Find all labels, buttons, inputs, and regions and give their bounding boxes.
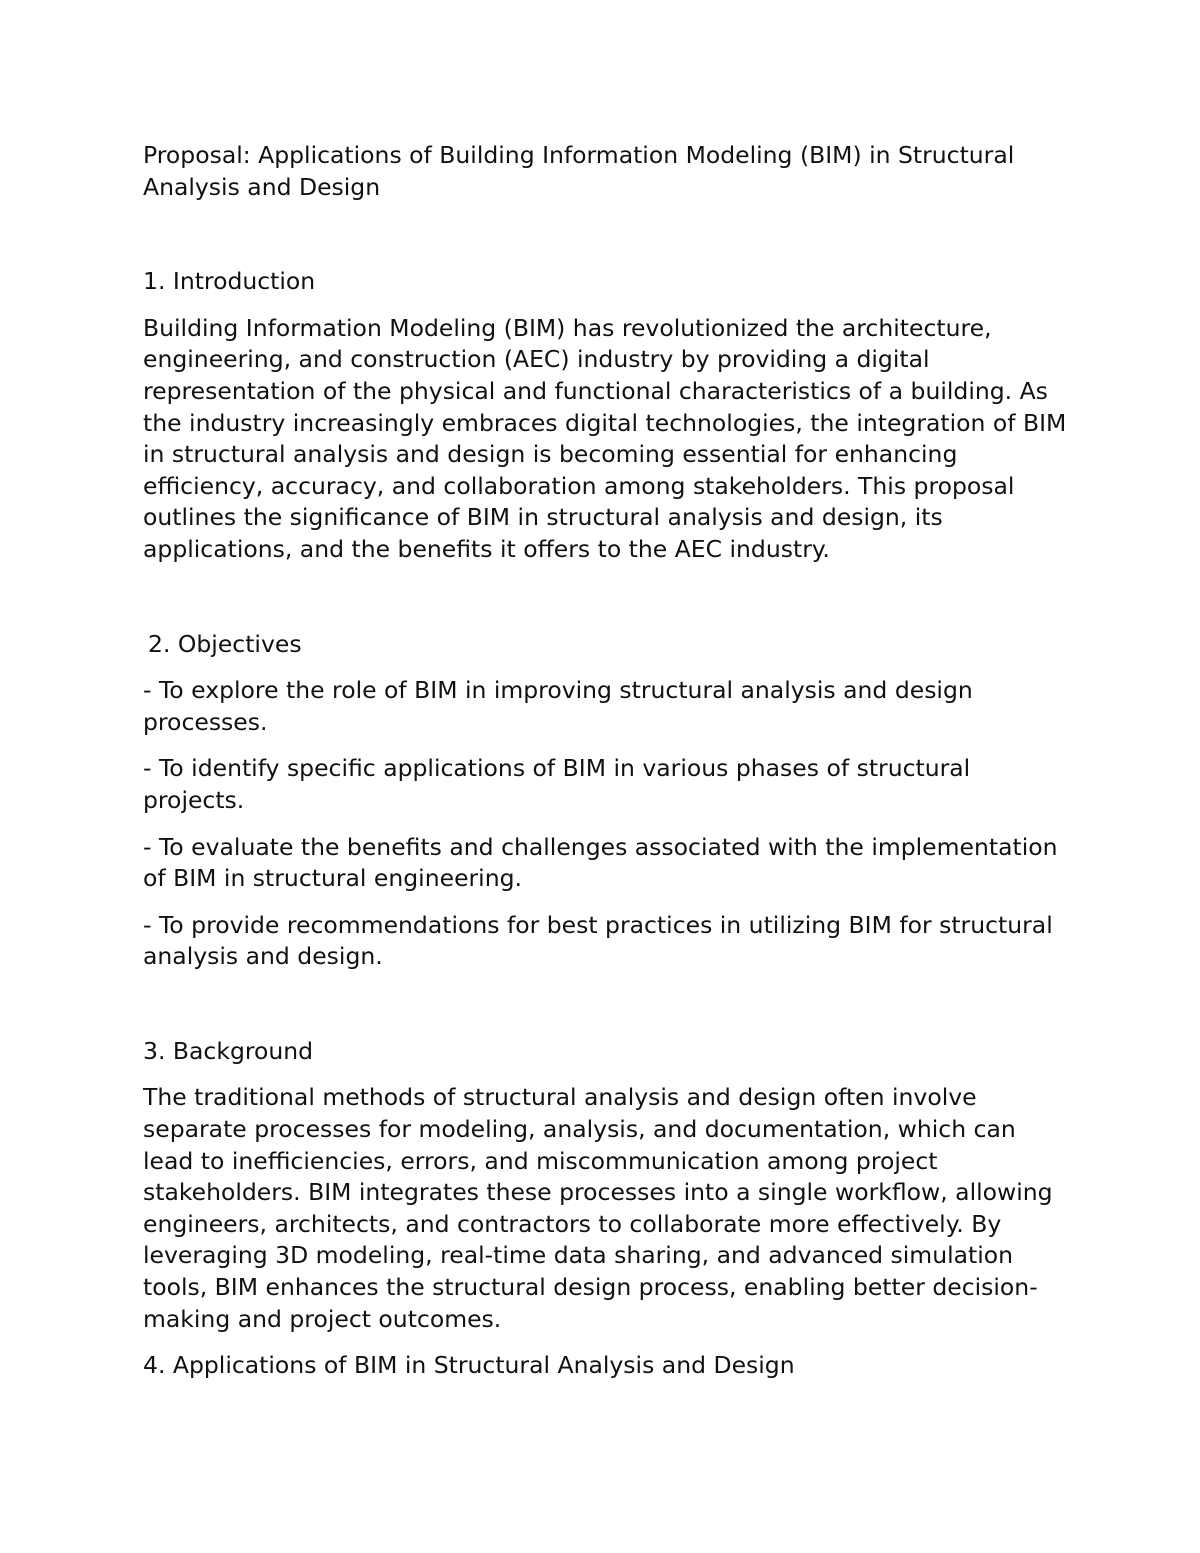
objective-item: - To provide recommendations for best practices in utilizing BIM for structural analysis and design.: [143, 910, 1053, 971]
section-heading-introduction: 1. Introduction: [143, 267, 316, 296]
section-heading-objectives: 2. Objectives: [148, 629, 302, 658]
objective-item: - To identify specific applications of BIM in various phases of structural projects.: [143, 754, 971, 814]
document-page: [143, 140, 1073, 1397]
objective-item: - To evaluate the benefits and challenges associated with the implementation of BIM in structural engineering.: [143, 832, 1058, 893]
objective-item: - To explore the role of BIM in improving structural analysis and design processes.: [143, 676, 973, 736]
background-paragraph: The traditional methods of structural analysis and design often involve separate processes for modeling, analysis, and documentation, which can lead to inefficiencies, errors, and miscommunication among project stakeholders. BIM integrates these processes into a single workflow, allowing engineers, architects, and contractors to collaborate more effectively. By leveraging 3D modeling, real-time data sharing, and advanced simulation tools, BIM enhances the structural design process, enabling better decision-making and project outcomes.: [143, 1083, 1053, 1333]
introduction-paragraph: Building Information Modeling (BIM) has revolutionized the architecture, engineering, and construction (AEC) industry by providing a digital representation of the physical and functional characteristics of a building. As the industry increasingly embraces digital technologies, the integration of BIM in structural analysis and design is becoming essential for enhancing efficiency, accuracy, and collaboration among stakeholders. This proposal outlines the significance of BIM in structural analysis and design, its applications, and the benefits it offers to the AEC industry.: [143, 313, 1067, 563]
section-heading-background: 3. Background: [143, 1036, 314, 1065]
document-title: Proposal: Applications of Building Information Modeling (BIM) in Structural Analysis and Design: [143, 141, 1015, 201]
section-heading-applications: 4. Applications of BIM in Structural Analysis and Design: [143, 1351, 795, 1380]
